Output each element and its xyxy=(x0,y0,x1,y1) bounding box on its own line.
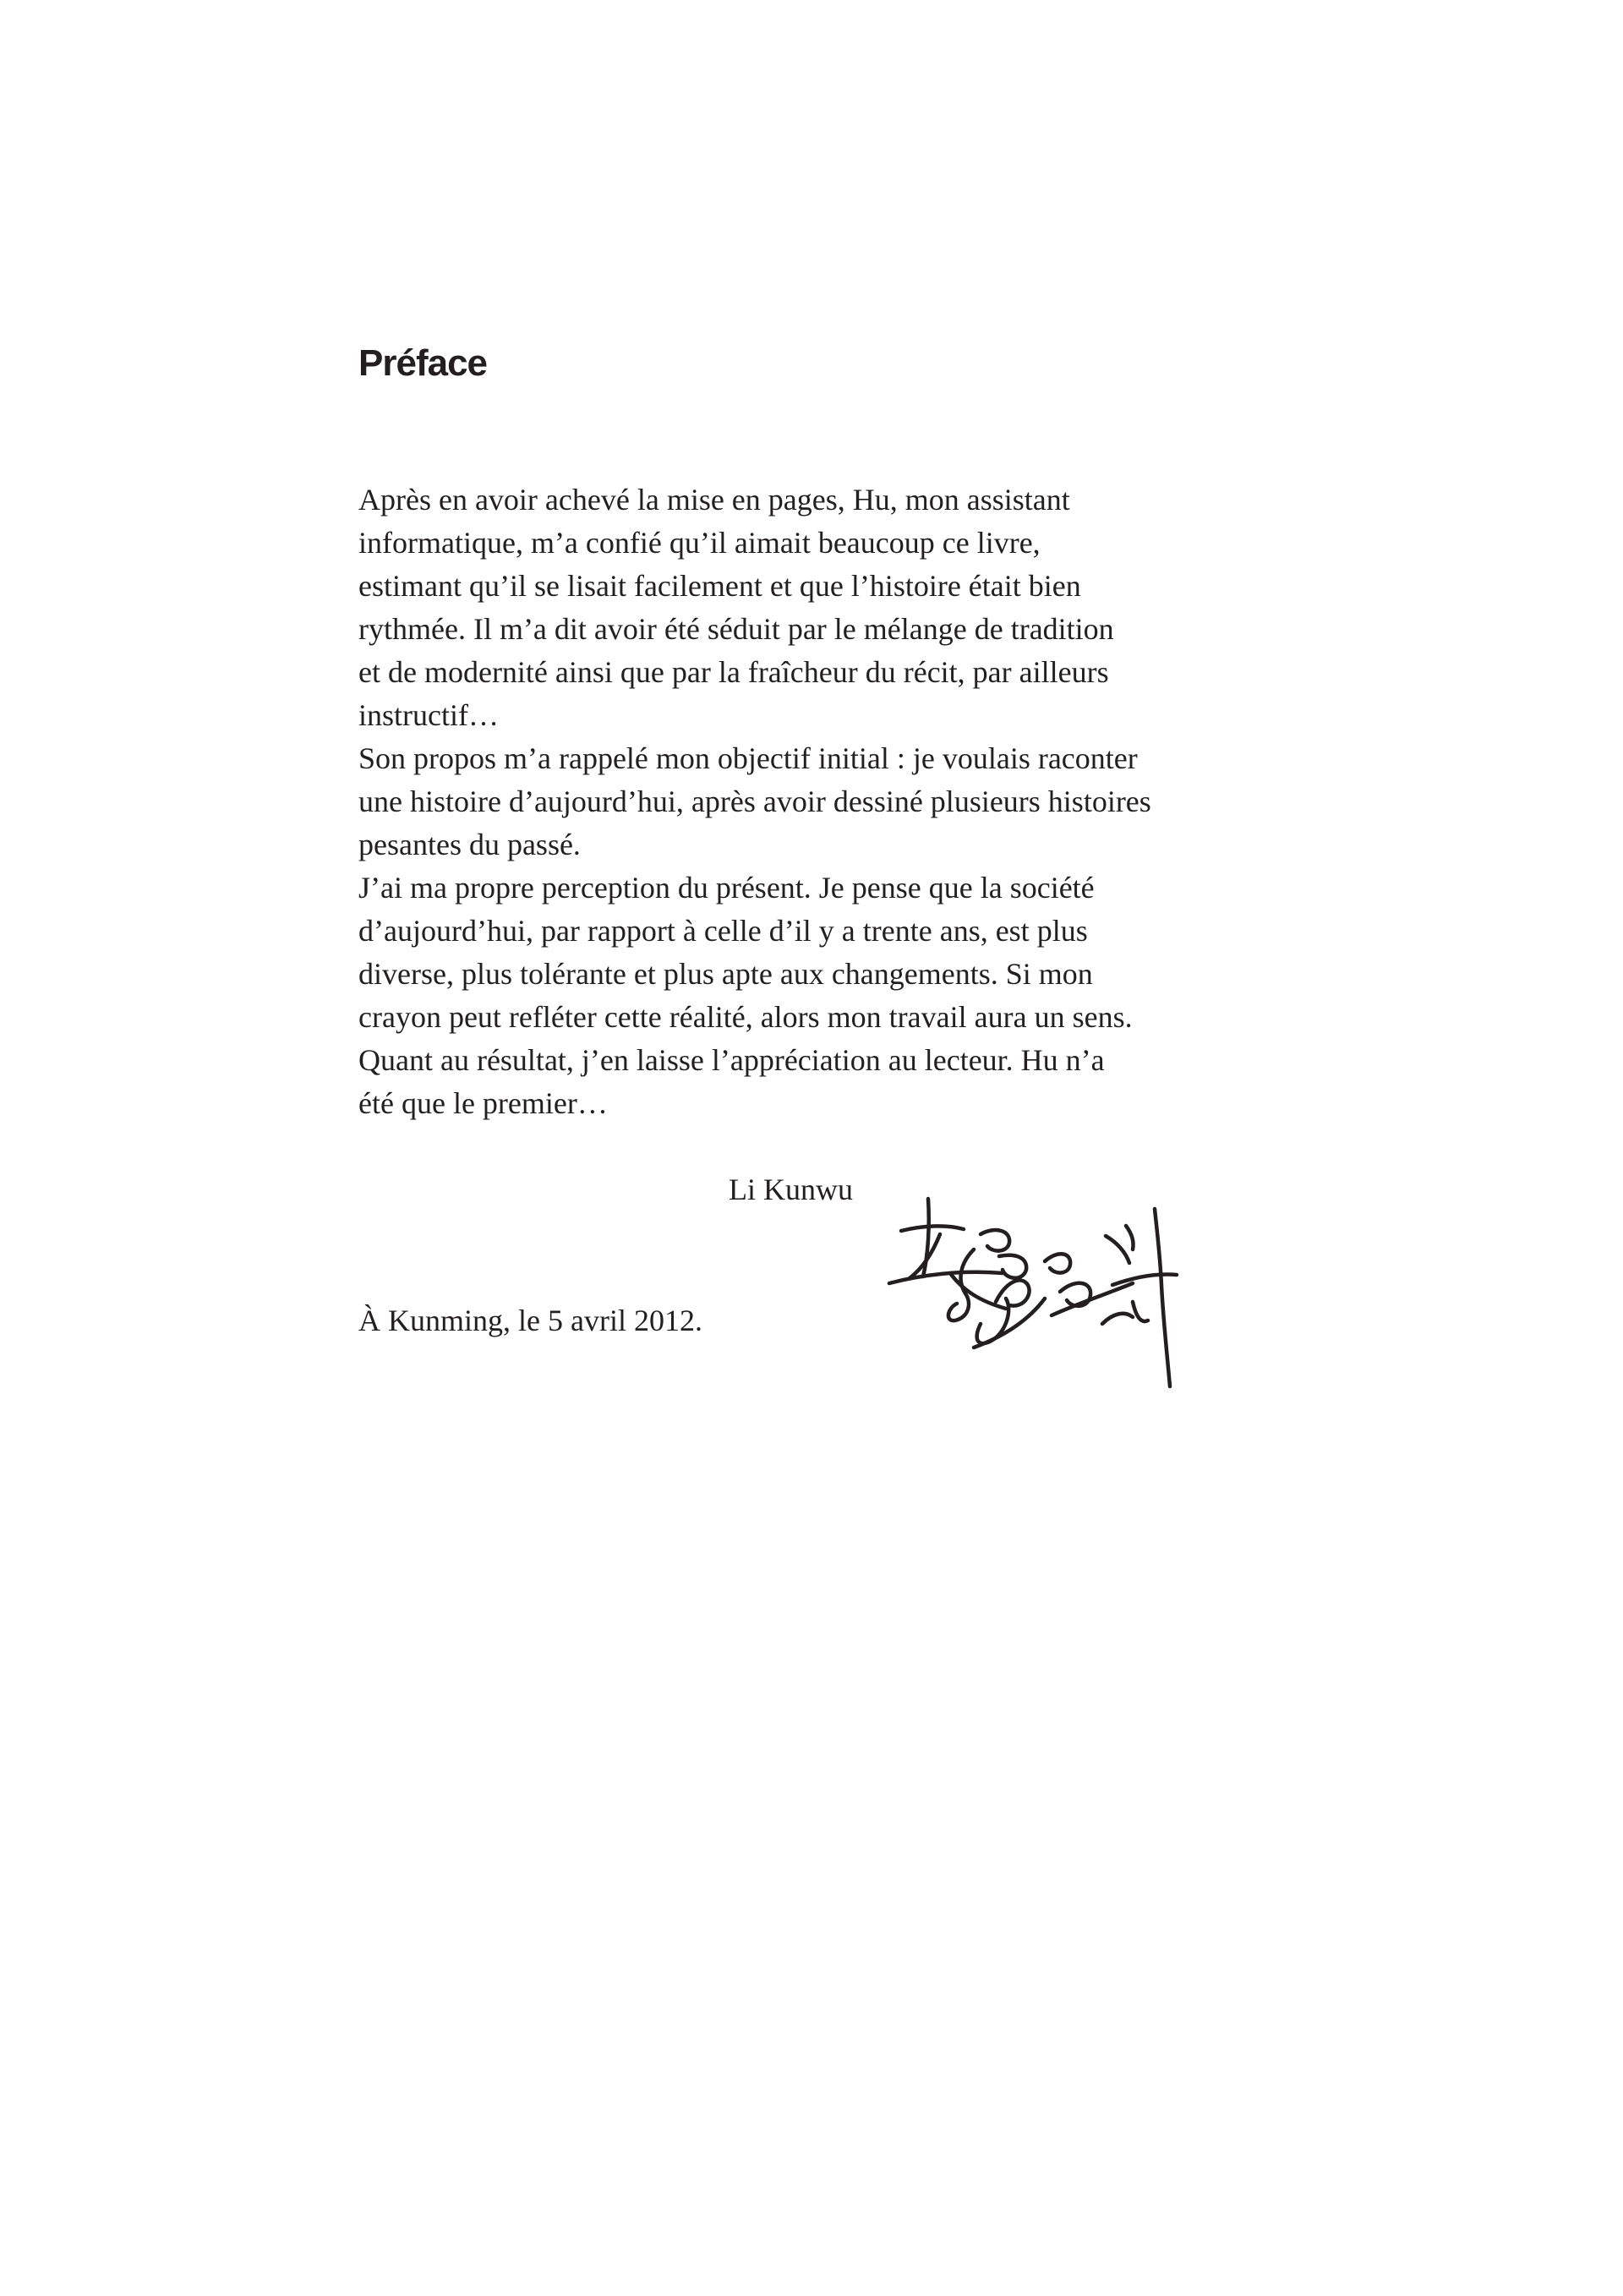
body-line: été que le premier… xyxy=(358,1086,608,1120)
author-name: Li Kunwu xyxy=(729,1173,853,1206)
body-line: Après en avoir achevé la mise en pages, Hu, mon assistant xyxy=(358,483,1070,517)
place-date: À Kunming, le 5 avril 2012. xyxy=(358,1304,702,1337)
preface-body xyxy=(358,478,1288,1125)
body-line: Son propos m’a rappelé mon objectif initial : je voulais raconter xyxy=(358,741,1138,775)
body-line: instructif… xyxy=(358,698,499,732)
body-line: diverse, plus tolérante et plus apte aux changements. Si mon xyxy=(358,957,1093,991)
body-line: une histoire d’aujourd’hui, après avoir dessiné plusieurs histoires xyxy=(358,784,1151,818)
body-line: Quant au résultat, j’en laisse l’appréciation au lecteur. Hu n’a xyxy=(358,1043,1105,1077)
body-line: informatique, m’a confié qu’il aimait beaucoup ce livre, xyxy=(358,526,1041,560)
body-line: crayon peut refléter cette réalité, alors mon travail aura un sens. xyxy=(358,1000,1133,1034)
body-line: rythmée. Il m’a dit avoir été séduit par le mélange de tradition xyxy=(358,612,1114,646)
body-line: d’aujourd’hui, par rapport à celle d’il y a trente ans, est plus xyxy=(358,914,1088,948)
body-line: estimant qu’il se lisait facilement et que l’histoire était bien xyxy=(358,569,1081,603)
body-line: et de modernité ainsi que par la fraîcheur du récit, par ailleurs xyxy=(358,655,1109,689)
body-line: pesantes du passé. xyxy=(358,828,581,861)
signature-icon xyxy=(879,1175,1217,1403)
body-line: J’ai ma propre perception du présent. Je pense que la société xyxy=(358,871,1095,905)
page-title: Préface xyxy=(358,342,488,384)
